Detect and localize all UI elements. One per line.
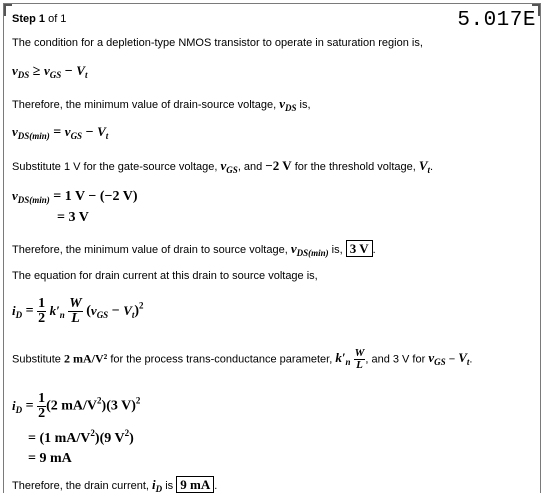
substitute-voltage-text: Substitute 1 V for the gate-source voltage, $v_{GS}$, and −2 V for the threshold voltage, $V_t$. [12,158,434,175]
vds-min-answer-box: 3 V [346,240,373,257]
equation-drain-current-result: = 9 mA [28,451,72,466]
equation-vds-min-substituted: $v_{DS(min)} = 1$ V − (−2 V) [12,188,138,205]
equation-drain-current: $i_D$ = $\frac{1}{2}$ $k'_n$ $\frac{W}{L}$ $(v_{GS} - V_t)^2$ [12,296,144,326]
drain-current-answer-box: 9 mA [176,476,214,493]
min-vds-result-text: Therefore, the minimum value of drain to source voltage, $v_{DS(min)}$ is, 3 V . [12,241,376,258]
equation-drain-current-step2: = (1 $mA/V^2)(9$ $V^2$) [28,428,134,446]
drain-current-equation-text: The equation for drain current at this drain to source voltage is, [12,270,318,282]
frame-corner-left [4,4,12,16]
equation-vds-min-result: = 3 V [57,210,89,225]
problem-code: 5.017E [457,9,536,32]
min-vds-text: Therefore, the minimum value of drain-source voltage, $v_{DS}$ is, [12,96,311,113]
step-label: Step 1 of 1 [12,13,67,25]
equation-drain-current-substituted: $i_D$ = $\frac{1}{2}$ (2 $mA/V^2)(3$ V)$^2$ [12,391,141,421]
substitute-kn-text: Substitute 2 mA/V² for the process trans-conductance parameter, $k'_n$ $\frac{W}{L}$ , and 3 V for $v_{GS} - V_t$. [12,347,473,371]
condition-text: The condition for a depletion-type NMOS transistor to operate in saturation region is, [12,37,423,49]
equation-saturation-condition: $v_{DS} \ge v_{GS} - V_t$ [12,63,88,80]
drain-current-result-text: Therefore, the drain current, $i_D$ is 9 mA . [12,477,218,494]
equation-vds-min: $v_{DS(min)} = v_{GS} - V_t$ [12,124,109,141]
